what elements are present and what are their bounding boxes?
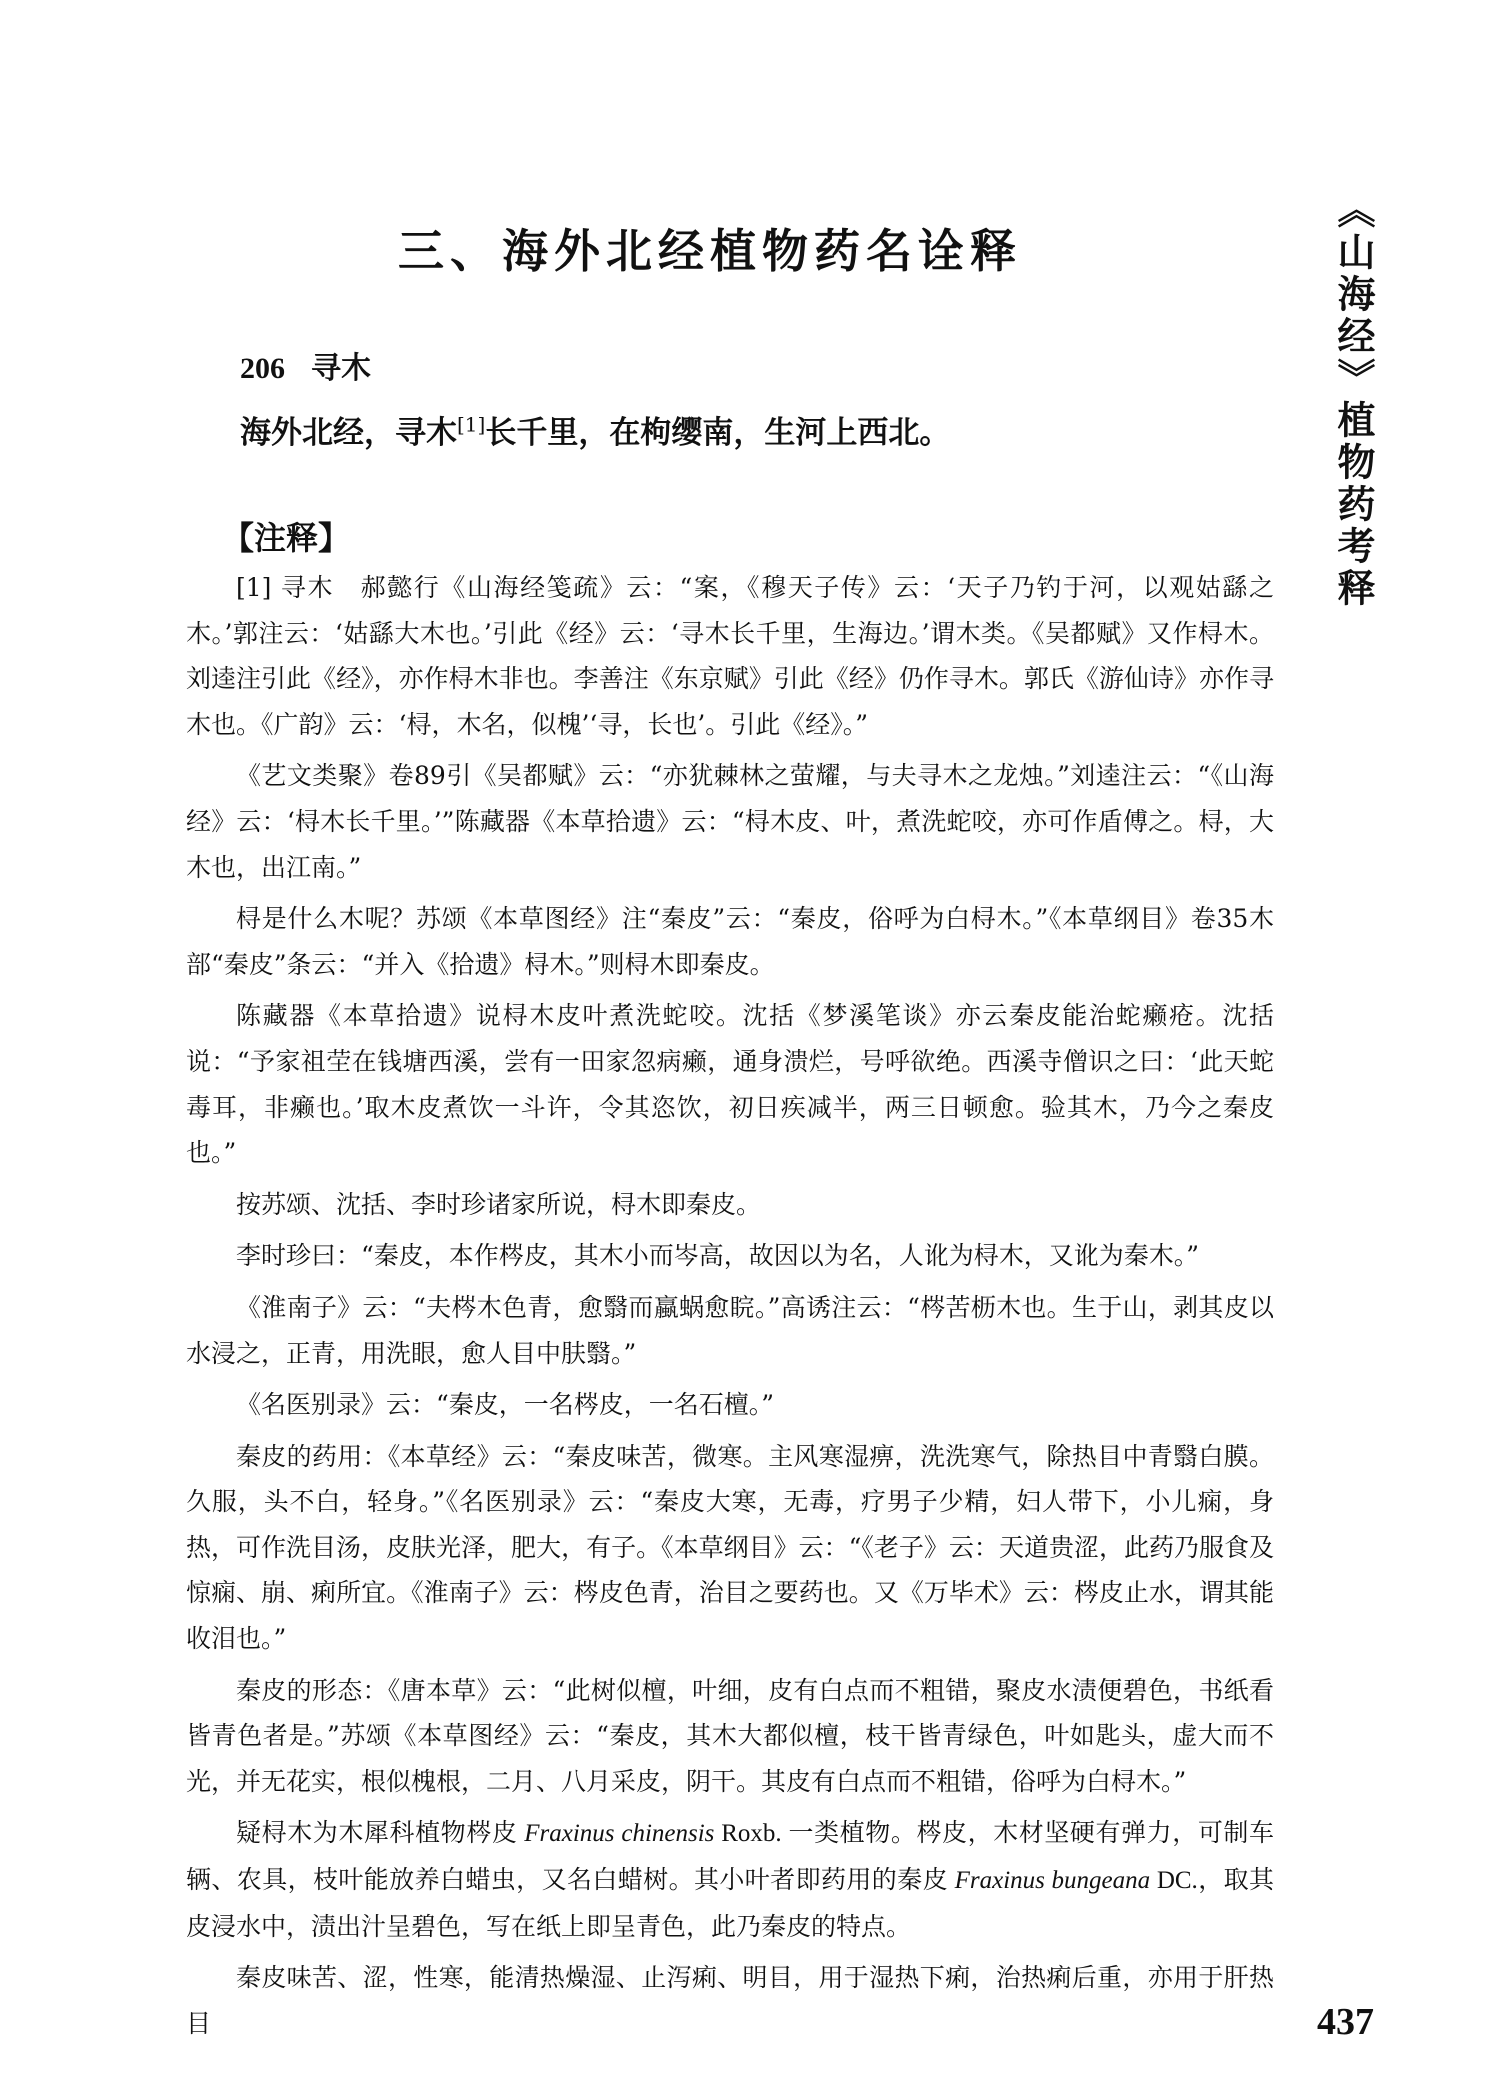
entry-name: 寻木 xyxy=(311,351,371,386)
species-name xyxy=(948,1867,1198,1894)
note-paragraph: 《淮南子》云：“夫梣木色青，愈翳而蠃蜗愈睆。”高诱注云：“梣苦枥木也。生于山，剥其皮以水浸之，正青，用洗眼，愈人目中肤翳。” xyxy=(186,1292,1274,1368)
species-name xyxy=(517,1820,788,1847)
note-paragraph: 秦皮的药用：《本草经》云：“秦皮味苦，微寒。主风寒湿痹，洗洗寒气，除热目中青翳白膜。久服，头不白，轻身。”《名医别录》云：“秦皮大寒，无毒，疗男子少精，妇人带下，小儿痫，身热，可作洗目汤，皮肤光泽，肥大，有子。《本草纲目》云：“《老子》云：天道贵涩，此药乃服食及惊痫、崩、痢所宜。《淮南子》云：梣皮色青，治目之要药也。又《万毕术》云：梣皮止水，谓其能收泪也。” xyxy=(186,1441,1274,1654)
entry-heading xyxy=(240,343,371,387)
page-number: 437 xyxy=(1317,2001,1374,2043)
latin-para-text: 疑桪木为木犀科植物梣皮 xyxy=(236,1818,518,1848)
species-binomial: Fraxinus bungeana xyxy=(954,1867,1151,1895)
note-paragraph: 桪是什么木呢？苏颂《本草图经》注“秦皮”云：“秦皮，俗呼为白桪木。”《本草纲目》卷35木部“秦皮”条云：“并入《拾遗》桪木。”则桪木即秦皮。 xyxy=(186,904,1274,979)
note-paragraph: 秦皮的形态：《唐本草》云：“此树似檀，叶细，皮有白点而不粗错，聚皮水渍便碧色，书纸看皆青色者是。”苏颂《本草图经》云：“秦皮，其木大都似檀，枝干皆青绿色，叶如匙头，虚大而不光，并无花实，根似槐根，二月、八月采皮，阴干。其皮有白点而不粗错，俗呼为白桪木。” xyxy=(186,1675,1274,1796)
verse-text-start: 海外北经，寻木 xyxy=(240,415,457,451)
classic-verse xyxy=(240,407,950,452)
footnote-ref: [1] xyxy=(457,412,486,437)
entry-number: 206 xyxy=(240,352,285,385)
species-author: Roxb. xyxy=(721,1820,782,1848)
note-paragraph: [1] 寻木 郝懿行《山海经笺疏》云：“案，《穆天子传》云：‘天子乃钓于河，以观姑繇之木。’郭注云：‘姑繇大木也。’引此《经》云：‘寻木长千里，生海边。’谓木类。《吴都赋》又作桪木。刘逵注引此《经》，亦作桪木非也。李善注《东京赋》引此《经》仍作寻木。郭氏《游仙诗》亦作寻木也。《广韵》云：‘桪，木名，似槐’‘寻，长也’。引此《经》。” xyxy=(186,573,1274,739)
latin-para-text: ，取其皮浸水中，渍出汁呈碧色，写在纸上即呈青色，此乃秦皮的特点。 xyxy=(186,1865,1274,1941)
note-paragraph: 李时珍曰：“秦皮，本作梣皮，其木小而岑高，故因以为名，人讹为桪木，又讹为秦木。” xyxy=(236,1241,1200,1271)
note-paragraph: 《名医别录》云：“秦皮，一名梣皮，一名石檀。” xyxy=(236,1390,775,1420)
note-paragraph-latin xyxy=(186,1810,1274,1949)
note-paragraph: 《艺文类聚》卷89引《吴都赋》云：“亦犹棘林之萤耀，与夫寻木之龙烛。”刘逵注云：“《山海经》云：‘桪木长千里。’”陈藏器《本草拾遗》云：“桪木皮、叶，煮洗蛇咬，亦可作盾傅之。桪，大木也，出江南。” xyxy=(186,761,1274,882)
species-binomial: Fraxinus chinensis xyxy=(524,1820,715,1848)
chapter-title: 三、海外北经植物药名诠释 xyxy=(398,224,1022,278)
note-paragraph: 陈藏器《本草拾遗》说桪木皮叶煮洗蛇咬。沈括《梦溪笔谈》亦云秦皮能治蛇癞疮。沈括说：“予家祖茔在钱塘西溪，尝有一田家忽病癞，通身溃烂，号呼欲绝。西溪寺僧识之曰：‘此天蛇毒耳，非癞也。’取木皮煮饮一斗许，令其恣饮，初日疾减半，两三日顿愈。验其木，乃今之秦皮也。” xyxy=(186,1001,1274,1168)
running-side-title: 《山海经》植物药考释 xyxy=(1331,190,1376,610)
verse-text-end: 长千里，在枸缨南，生河上西北。 xyxy=(485,415,951,451)
notes-body xyxy=(186,565,1274,2052)
notes-heading: 【注释】 xyxy=(222,519,351,557)
note-paragraph: 秦皮味苦、涩，性寒，能清热燥湿、止泻痢、明目，用于湿热下痢，治热痢后重，亦用于肝热目 xyxy=(186,1963,1274,2038)
species-author: DC. xyxy=(1156,1867,1198,1895)
latin-para-text: 一类植物。梣皮，木材坚硬有弹力，可制车辆、农具，枝叶能放养白蜡虫，又名白蜡树。其小叶者即药用的秦皮 xyxy=(186,1818,1275,1895)
note-paragraph: 按苏颂、沈括、李时珍诸家所说，桪木即秦皮。 xyxy=(236,1189,762,1219)
